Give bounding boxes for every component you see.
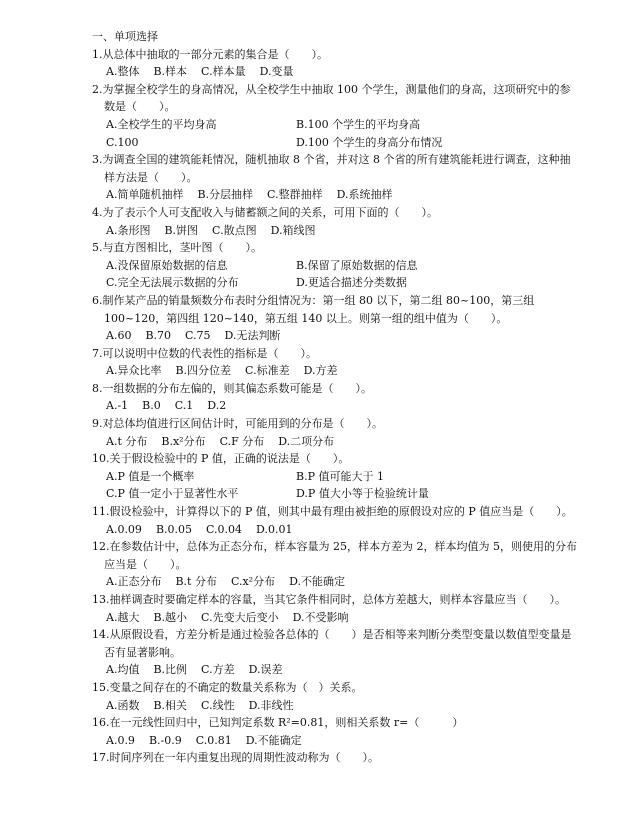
option-row bbox=[106, 397, 580, 415]
answer-option: A.全校学生的平均身高 bbox=[106, 117, 217, 131]
option-row bbox=[106, 63, 580, 81]
question-item bbox=[92, 292, 580, 345]
answer-option: A.条形图 bbox=[106, 223, 151, 237]
option-row bbox=[106, 134, 580, 152]
answer-option: D.无法判断 bbox=[224, 329, 281, 343]
question-text: 1.从总体中抽取的一部分元素的集合是（ ）。 bbox=[92, 47, 328, 61]
answer-option: A.异众比率 bbox=[106, 364, 162, 378]
answer-option: A.函数 bbox=[106, 698, 140, 712]
question-item bbox=[92, 679, 580, 714]
answer-option: C.方差 bbox=[201, 663, 235, 677]
answer-option: B.相关 bbox=[153, 698, 188, 712]
question-item bbox=[92, 538, 580, 591]
answer-option: D.方差 bbox=[303, 364, 338, 378]
answer-option: A.0.9 bbox=[106, 733, 135, 747]
option-row bbox=[106, 468, 580, 486]
question-item bbox=[92, 450, 580, 503]
answer-option: C.0.04 bbox=[206, 522, 243, 536]
option-row bbox=[106, 257, 580, 275]
answer-option: B.样本 bbox=[153, 65, 188, 79]
question-item bbox=[92, 749, 580, 767]
answer-option: B.100 个学生的平均身高 bbox=[296, 117, 421, 131]
option-group bbox=[92, 63, 580, 81]
answer-option: D.系统抽样 bbox=[336, 188, 393, 202]
answer-option: B.0.05 bbox=[155, 522, 193, 536]
option-group bbox=[92, 433, 580, 451]
option-row bbox=[106, 274, 580, 292]
answer-option: C.整群抽样 bbox=[267, 188, 323, 202]
question-item bbox=[92, 345, 580, 380]
answer-option: B.t 分布 bbox=[175, 575, 217, 589]
answer-option: B.饼图 bbox=[164, 223, 199, 237]
question-text: 16.在一元线性回归中，已知判定系数 R²=0.81，则相关系数 r=（ ） bbox=[92, 716, 464, 730]
question-item bbox=[92, 380, 580, 415]
question-item bbox=[92, 415, 580, 450]
answer-option: A.越大 bbox=[106, 610, 140, 624]
question-text: 5.与直方图相比，茎叶图（ ）。 bbox=[92, 241, 262, 255]
answer-option: A.没保留原始数据的信息 bbox=[106, 258, 228, 272]
answer-option: C.散点图 bbox=[212, 223, 257, 237]
answer-option: B.四分位差 bbox=[175, 364, 232, 378]
option-group bbox=[92, 732, 580, 750]
option-row bbox=[106, 485, 580, 503]
option-group bbox=[92, 327, 580, 345]
question-item bbox=[92, 239, 580, 292]
answer-option: B.越小 bbox=[153, 610, 188, 624]
answer-option: C.样本量 bbox=[201, 65, 246, 79]
answer-option: C.0.81 bbox=[195, 733, 232, 747]
answer-option: D.不能确定 bbox=[245, 733, 302, 747]
question-text: 15.变量之间存在的不确定的数量关系称为（ ）关系。 bbox=[92, 680, 363, 694]
answer-option: B.0 bbox=[142, 399, 161, 413]
option-row bbox=[106, 661, 580, 679]
question-item bbox=[92, 626, 580, 679]
question-item bbox=[92, 204, 580, 239]
question-text: 10.关于假设检验中的 P 值，正确的说法是（ ）。 bbox=[92, 452, 350, 466]
answer-option: A.t 分布 bbox=[106, 434, 148, 448]
option-group bbox=[92, 697, 580, 715]
option-group bbox=[92, 573, 580, 591]
answer-option: C.P 值一定小于显著性水平 bbox=[106, 487, 239, 501]
option-row bbox=[106, 116, 580, 134]
section-title: 一、单项选择 bbox=[92, 30, 158, 43]
answer-option: B.P 值可能大于 1 bbox=[296, 469, 384, 483]
option-row bbox=[106, 609, 580, 627]
question-text: 12.在参数估计中，总体为正态分布，样本容量为 25，样本方差为 2，样本均值为 5，则使用的分布应当是（ ）。 bbox=[92, 540, 577, 571]
question-list bbox=[92, 46, 580, 767]
answer-option: D.不能确定 bbox=[289, 575, 346, 589]
question-text: 4.为了表示个人可支配收入与储蓄额之间的关系，可用下面的（ ）。 bbox=[92, 205, 438, 219]
answer-option: D.变量 bbox=[259, 65, 294, 79]
question-text: 3.为调查全国的建筑能耗情况，随机抽取 8 个省，并对这 8 个省的所有建筑能耗进行调查，这种抽样方法是（ ）。 bbox=[92, 153, 571, 184]
answer-option: C.线性 bbox=[201, 698, 235, 712]
question-text: 9.对总体均值进行区间估计时，可能用到的分布是（ ）。 bbox=[92, 417, 383, 431]
answer-option: B.保留了原始数据的信息 bbox=[296, 258, 418, 272]
answer-option: C.100 bbox=[106, 135, 139, 149]
option-row bbox=[106, 362, 580, 380]
question-item bbox=[92, 503, 580, 538]
option-row bbox=[106, 521, 580, 539]
answer-option: D.二项分布 bbox=[278, 434, 335, 448]
answer-option: A.0.09 bbox=[106, 522, 142, 536]
option-row bbox=[106, 697, 580, 715]
option-row bbox=[106, 573, 580, 591]
question-item bbox=[92, 46, 580, 81]
answer-option: C.标准差 bbox=[245, 364, 290, 378]
question-text: 11.假设检验中，计算得以下的 P 值，则其中最有理由被拒绝的原假设对应的 P 值应当是（ ）。 bbox=[92, 505, 573, 519]
option-group bbox=[92, 397, 580, 415]
option-group bbox=[92, 661, 580, 679]
question-item bbox=[92, 81, 580, 151]
answer-option: D.2 bbox=[207, 399, 227, 413]
answer-option: A.整体 bbox=[106, 65, 140, 79]
question-text: 7.可以说明中位数的代表性的指标是（ ）。 bbox=[92, 346, 317, 360]
option-row bbox=[106, 732, 580, 750]
answer-option: B.-0.9 bbox=[148, 733, 182, 747]
answer-option: C.75 bbox=[185, 329, 211, 343]
option-row bbox=[106, 186, 580, 204]
option-group bbox=[92, 521, 580, 539]
answer-option: A.P 值是一个概率 bbox=[106, 469, 195, 483]
answer-option: B.比例 bbox=[153, 663, 188, 677]
question-text: 8.一组数据的分布左偏的，则其偏态系数可能是（ ）。 bbox=[92, 381, 372, 395]
answer-option: C.F 分布 bbox=[219, 434, 265, 448]
answer-option: D.箱线图 bbox=[270, 223, 316, 237]
answer-option: D.0.01 bbox=[256, 522, 293, 536]
answer-option: A.均值 bbox=[106, 663, 140, 677]
option-group bbox=[92, 257, 580, 292]
answer-option: C.完全无法展示数据的分布 bbox=[106, 276, 239, 290]
answer-option: D.误差 bbox=[248, 663, 283, 677]
option-group bbox=[92, 116, 580, 151]
question-text: 13.抽样调查时要确定样本的容量，当其它条件相同时，总体方差越大，则样本容量应当（ ）。 bbox=[92, 593, 566, 606]
question-text: 17.时间序列在一年内重复出现的周期性波动称为（ ）。 bbox=[92, 751, 379, 765]
answer-option: A.-1 bbox=[106, 399, 129, 413]
question-text: 14.从原假设看，方差分析是通过检验各总体的（ ）是否相等来判断分类型变量以数值型变量是否有显著影响。 bbox=[92, 628, 572, 659]
answer-option: D.P 值大小等于检验统计量 bbox=[296, 487, 429, 501]
option-group bbox=[92, 609, 580, 627]
option-group bbox=[92, 222, 580, 240]
answer-option: D.不受影响 bbox=[292, 610, 349, 624]
answer-option: D.100 个学生的身高分布情况 bbox=[296, 135, 443, 149]
answer-option: D.更适合描述分类数据 bbox=[296, 276, 407, 290]
option-group bbox=[92, 468, 580, 503]
answer-option: B.分层抽样 bbox=[197, 188, 254, 202]
answer-option: B.70 bbox=[145, 329, 172, 343]
option-group bbox=[92, 186, 580, 204]
question-item bbox=[92, 714, 580, 749]
question-item bbox=[92, 591, 580, 626]
answer-option: C.1 bbox=[174, 399, 194, 413]
answer-option: C.先变大后变小 bbox=[201, 610, 279, 624]
answer-option: D.非线性 bbox=[248, 698, 294, 712]
option-row bbox=[106, 327, 580, 345]
answer-option: C.x²分布 bbox=[230, 575, 276, 589]
answer-option: B.x²分布 bbox=[161, 434, 206, 448]
answer-option: A.60 bbox=[106, 329, 132, 343]
option-row bbox=[106, 222, 580, 240]
question-text: 6.制作某产品的销量频数分布表时分组情况为：第一组 80 以下，第二组 80~100，第三组 100~120，第四组 120~140，第五组 140 以上。则第一组的组中值为（ ）。 bbox=[92, 293, 535, 325]
option-group bbox=[92, 362, 580, 380]
question-text: 2.为掌握全校学生的身高情况，从全校学生中抽取 100 个学生，测量他们的身高，这项研究中的参数是（ ）。 bbox=[92, 82, 571, 114]
answer-option: A.简单随机抽样 bbox=[106, 188, 184, 202]
answer-option: A.正态分布 bbox=[106, 575, 162, 589]
option-row bbox=[106, 433, 580, 451]
question-item bbox=[92, 151, 580, 204]
